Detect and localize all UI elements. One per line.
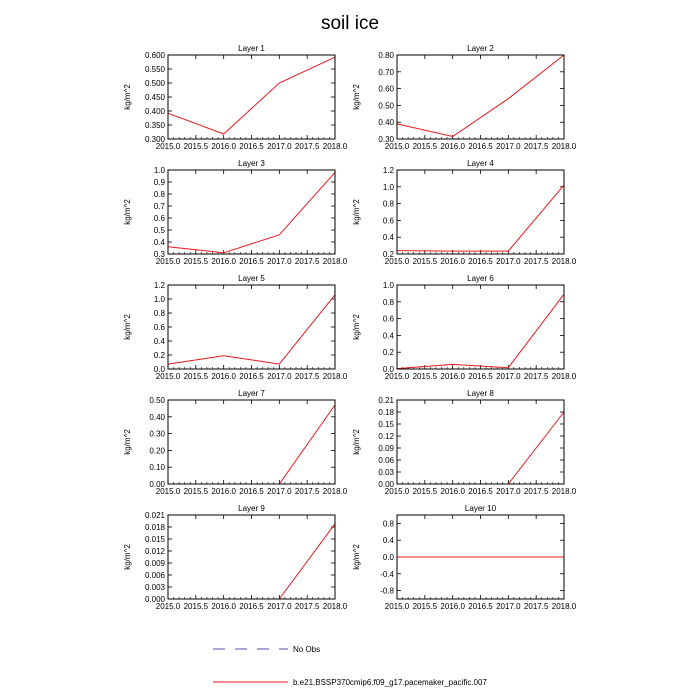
x-tick-label: 2017.5 [294, 142, 320, 151]
x-tick-label: 2015.5 [183, 257, 209, 266]
x-tick-label: 2016.5 [468, 487, 493, 496]
x-tick-label: 2017.5 [523, 257, 549, 266]
x-tick-label: 2017.0 [267, 372, 292, 381]
panel-title: Layer 9 [238, 504, 265, 513]
panel-title: Layer 2 [467, 44, 494, 53]
y-tick-label: 0.2 [382, 348, 394, 358]
x-tick-label: 2017.0 [496, 487, 521, 496]
panel-layer-1 [123, 44, 348, 151]
x-tick-label: 2015.0 [155, 602, 181, 611]
x-tick-label: 2015.5 [412, 372, 438, 381]
x-tick-label: 2015.5 [412, 487, 438, 496]
x-tick-label: 2018.0 [322, 487, 348, 496]
y-axis-label: kg/m^2 [352, 199, 361, 225]
x-tick-label: 2016.0 [440, 602, 465, 611]
x-tick-label: 2016.5 [468, 142, 493, 151]
plot-frame [397, 55, 564, 139]
y-tick-label: 0.06 [378, 456, 394, 465]
x-tick-label: 2017.0 [267, 487, 292, 496]
y-tick-label: 0.00 [149, 480, 165, 489]
y-axis-label: kg/m^2 [352, 314, 361, 340]
legend-no-obs-label: No Obs [293, 645, 321, 654]
y-axis-label: kg/m^2 [352, 429, 361, 455]
x-tick-label: 2017.0 [496, 372, 521, 381]
y-axis-label: kg/m^2 [123, 544, 132, 570]
y-tick-label: 0.20 [149, 446, 165, 456]
panel-layer-7 [123, 389, 348, 496]
x-tick-label: 2017.5 [294, 257, 320, 266]
panel-title: Layer 7 [238, 389, 265, 398]
x-tick-label: 2017.0 [496, 142, 521, 151]
x-tick-label: 2017.5 [523, 602, 549, 611]
x-tick-label: 2017.5 [294, 487, 320, 496]
y-tick-label: 0.000 [144, 595, 165, 604]
y-tick-label: 0.6 [382, 314, 394, 324]
x-tick-label: 2016.5 [239, 487, 264, 496]
y-tick-label: 0.00 [378, 480, 394, 489]
panel-layer-6 [352, 274, 577, 381]
y-tick-label: 0.8 [382, 519, 394, 529]
y-tick-label: -0.4 [380, 569, 394, 579]
y-tick-label: 0.80 [378, 51, 394, 60]
y-tick-label: 0.60 [378, 84, 394, 94]
y-tick-label: 0.70 [378, 67, 394, 77]
x-tick-label: 2015.0 [384, 142, 410, 151]
y-tick-label: 0.006 [144, 571, 165, 580]
y-tick-label: 0.300 [144, 135, 165, 144]
y-tick-label: 0.40 [149, 412, 165, 422]
y-axis-label: kg/m^2 [123, 199, 132, 225]
legend-run-label: b.e21.BSSP370cmip6.f09_g17.pacemaker_pacific.007 [293, 678, 487, 687]
plot-frame [168, 55, 335, 139]
y-tick-label: 0.012 [144, 547, 165, 556]
x-tick-label: 2017.5 [523, 372, 549, 381]
y-tick-label: 0.4 [153, 337, 165, 346]
y-tick-label: 0.40 [378, 118, 394, 128]
series-line [168, 172, 335, 252]
x-tick-label: 2015.5 [412, 257, 438, 266]
series-line [397, 55, 564, 137]
y-tick-label: 0.30 [378, 135, 394, 144]
x-tick-label: 2017.0 [496, 602, 521, 611]
x-tick-label: 2017.0 [267, 257, 292, 266]
x-tick-label: 2016.0 [440, 487, 465, 496]
x-tick-label: 2015.0 [384, 257, 410, 266]
series-line [168, 405, 335, 484]
x-tick-label: 2018.0 [322, 142, 348, 151]
panel-layer-8 [352, 389, 577, 496]
y-tick-label: 1.0 [153, 166, 165, 175]
series-line [397, 185, 564, 251]
y-tick-label: 0.4 [153, 238, 165, 247]
y-tick-label: 0.2 [153, 351, 165, 360]
x-tick-label: 2018.0 [551, 602, 577, 611]
y-tick-label: 0.5 [153, 226, 165, 235]
x-tick-label: 2018.0 [551, 142, 577, 151]
x-tick-label: 2018.0 [551, 372, 577, 381]
panel-layer-4 [352, 159, 577, 266]
x-tick-label: 2016.0 [440, 142, 465, 151]
y-tick-label: 0.8 [153, 190, 165, 199]
y-tick-label: 0.015 [144, 535, 165, 544]
x-tick-label: 2016.5 [239, 142, 264, 151]
y-tick-label: 0.50 [378, 101, 394, 111]
x-tick-label: 2015.0 [155, 142, 181, 151]
y-tick-label: 0.4 [382, 536, 394, 546]
y-tick-label: 0.021 [144, 511, 165, 520]
y-axis-label: kg/m^2 [352, 544, 361, 570]
x-tick-label: 2017.5 [294, 372, 320, 381]
x-tick-label: 2017.5 [523, 487, 549, 496]
plot-frame [168, 285, 335, 369]
y-tick-label: 0.18 [378, 408, 394, 417]
y-tick-label: 0.4 [382, 233, 394, 243]
plot-frame [168, 400, 335, 484]
x-tick-label: 2015.5 [183, 372, 209, 381]
y-tick-label: 0.600 [144, 51, 165, 60]
y-tick-label: 0.4 [382, 331, 394, 341]
panel-layer-2 [352, 44, 577, 151]
x-tick-label: 2018.0 [322, 257, 348, 266]
x-tick-label: 2015.5 [183, 602, 209, 611]
x-tick-label: 2016.5 [468, 257, 493, 266]
y-tick-label: 0.3 [153, 250, 165, 259]
y-tick-label: 1.0 [153, 295, 165, 304]
x-tick-label: 2015.0 [384, 372, 410, 381]
panel-title: Layer 3 [238, 159, 265, 168]
series-line [168, 524, 335, 599]
y-tick-label: 0.50 [149, 396, 165, 405]
y-tick-label: 0.018 [144, 523, 165, 532]
panel-layer-3 [123, 159, 348, 266]
figure-title: soil ice [320, 13, 380, 34]
panel-title: Layer 10 [464, 504, 497, 513]
y-tick-label: 1.0 [382, 182, 394, 192]
x-tick-label: 2015.5 [412, 602, 438, 611]
x-tick-label: 2016.0 [211, 142, 236, 151]
y-tick-label: 0.350 [144, 121, 165, 130]
x-tick-label: 2017.5 [523, 142, 549, 151]
x-tick-label: 2018.0 [551, 487, 577, 496]
x-tick-label: 2015.5 [183, 487, 209, 496]
x-tick-label: 2015.0 [384, 602, 410, 611]
plot-frame [397, 400, 564, 484]
x-tick-label: 2018.0 [551, 257, 577, 266]
y-tick-label: 0.8 [382, 297, 394, 307]
panel-title: Layer 5 [238, 274, 265, 283]
x-tick-label: 2016.5 [468, 372, 493, 381]
y-tick-label: 0.0 [153, 365, 165, 374]
y-tick-label: 0.21 [378, 396, 394, 405]
panel-layer-5 [123, 274, 348, 381]
panel-title: Layer 4 [467, 159, 494, 168]
y-tick-label: 0.09 [378, 444, 394, 453]
x-tick-label: 2018.0 [322, 602, 348, 611]
panel-grid [123, 44, 577, 611]
series-line [397, 294, 564, 368]
y-tick-label: 1.0 [382, 281, 394, 290]
x-tick-label: 2015.0 [155, 257, 181, 266]
y-tick-label: 1.2 [153, 281, 165, 290]
y-tick-label: 0.003 [144, 583, 165, 592]
y-tick-label: 0.03 [378, 468, 394, 477]
x-tick-label: 2016.0 [440, 257, 465, 266]
y-axis-label: kg/m^2 [123, 429, 132, 455]
x-tick-label: 2015.5 [183, 142, 209, 151]
y-tick-label: 0.0 [382, 365, 394, 374]
y-tick-label: -0.8 [380, 586, 394, 596]
series-line [168, 295, 335, 364]
y-tick-label: 0.450 [144, 93, 165, 102]
y-tick-label: 0.6 [153, 323, 165, 332]
y-tick-label: 0.2 [382, 250, 394, 259]
x-tick-label: 2016.0 [211, 602, 236, 611]
x-tick-label: 2015.5 [412, 142, 438, 151]
panel-layer-9 [123, 504, 348, 611]
y-tick-label: 0.550 [144, 65, 165, 74]
y-axis-label: kg/m^2 [123, 84, 132, 110]
y-tick-label: 0.8 [153, 309, 165, 318]
series-line [397, 412, 564, 484]
y-tick-label: 0.009 [144, 559, 165, 568]
x-tick-label: 2018.0 [322, 372, 348, 381]
panel-title: Layer 6 [467, 274, 494, 283]
y-tick-label: 0.30 [149, 429, 165, 439]
y-tick-label: 0.500 [144, 79, 165, 88]
y-tick-label: 0.0 [382, 553, 394, 562]
x-tick-label: 2017.5 [294, 602, 320, 611]
plot-frame [397, 170, 564, 254]
x-tick-label: 2017.0 [267, 602, 292, 611]
x-tick-label: 2016.0 [211, 257, 236, 266]
y-tick-label: 0.15 [378, 420, 394, 429]
legend [213, 645, 487, 687]
plot-frame [168, 170, 335, 254]
panel-title: Layer 1 [238, 44, 265, 53]
panel-layer-10 [352, 504, 577, 611]
x-tick-label: 2016.5 [468, 602, 493, 611]
y-tick-label: 1.2 [382, 166, 394, 175]
x-tick-label: 2016.5 [239, 257, 264, 266]
y-tick-label: 0.12 [378, 432, 394, 441]
x-tick-label: 2015.0 [384, 487, 410, 496]
x-tick-label: 2017.0 [267, 142, 292, 151]
y-tick-label: 0.6 [153, 214, 165, 223]
y-tick-label: 0.400 [144, 107, 165, 116]
x-tick-label: 2016.0 [440, 372, 465, 381]
y-tick-label: 0.7 [153, 202, 165, 211]
x-tick-label: 2017.0 [496, 257, 521, 266]
x-tick-label: 2016.0 [211, 487, 236, 496]
x-tick-label: 2016.5 [239, 372, 264, 381]
x-tick-label: 2016.5 [239, 602, 264, 611]
y-axis-label: kg/m^2 [352, 84, 361, 110]
panel-title: Layer 8 [467, 389, 494, 398]
y-tick-label: 0.8 [382, 199, 394, 209]
y-tick-label: 0.6 [382, 216, 394, 226]
series-line [168, 57, 335, 134]
y-axis-label: kg/m^2 [123, 314, 132, 340]
x-tick-label: 2015.0 [155, 372, 181, 381]
x-tick-label: 2015.0 [155, 487, 181, 496]
y-tick-label: 0.10 [149, 463, 165, 473]
y-tick-label: 0.9 [153, 178, 165, 187]
x-tick-label: 2016.0 [211, 372, 236, 381]
